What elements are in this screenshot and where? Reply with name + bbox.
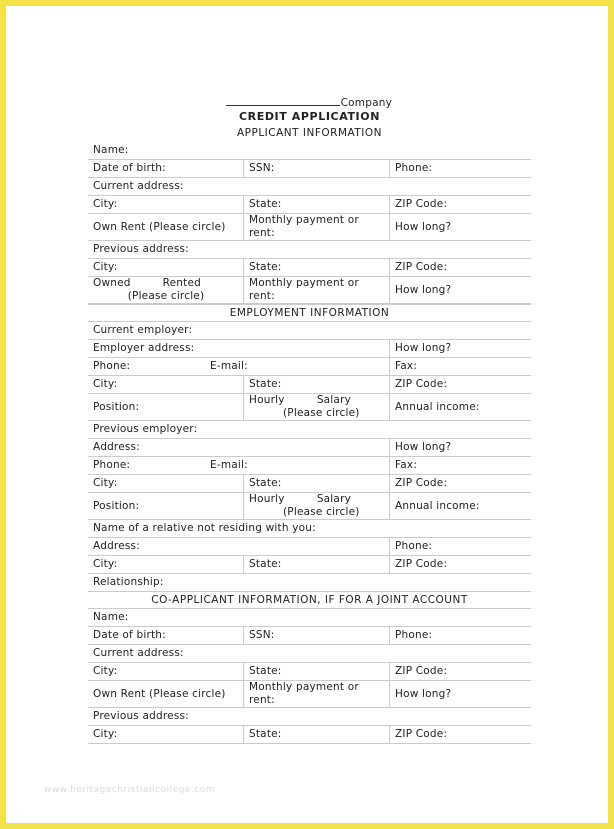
co-state-field[interactable]: State:: [244, 663, 390, 680]
row-prev-position: [88, 493, 531, 520]
company-label: Company: [340, 97, 392, 109]
state-field[interactable]: State:: [244, 196, 390, 213]
co-current-address-field[interactable]: Current address:: [93, 647, 184, 659]
co-name-field[interactable]: Name:: [93, 611, 129, 623]
row-co-city: [88, 663, 531, 681]
ssn-field[interactable]: SSN:: [244, 160, 390, 177]
employer-state-field[interactable]: State:: [244, 376, 390, 393]
row-employer-phone: [88, 358, 531, 376]
rent-label: rent:: [249, 290, 275, 302]
row-employer-city: [88, 376, 531, 394]
please-circle-label: (Please circle): [283, 506, 360, 518]
row-prev-employer-city: [88, 475, 531, 493]
co-prev-state-field[interactable]: State:: [244, 726, 390, 743]
prev-employer-state-field[interactable]: State:: [244, 475, 390, 492]
relative-zip-field[interactable]: ZIP Code:: [395, 558, 448, 570]
row-current-address: [88, 178, 531, 196]
row-co-own-rent: [88, 681, 531, 708]
co-prev-city-field[interactable]: City:: [88, 726, 244, 743]
row-co-name: [88, 609, 531, 627]
employer-address-field[interactable]: Employer address:: [88, 340, 390, 357]
row-employer-address: [88, 340, 531, 358]
owned-label: Owned: [93, 277, 131, 289]
row-co-previous-address: [88, 708, 531, 726]
current-address-field[interactable]: Current address:: [93, 180, 184, 192]
co-phone-field[interactable]: Phone:: [395, 629, 433, 641]
previous-employer-field[interactable]: Previous employer:: [93, 423, 198, 435]
salary-label: Salary: [316, 394, 351, 406]
hourly-label: Hourly: [249, 493, 285, 505]
employer-city-field[interactable]: City:: [88, 376, 244, 393]
prev-position-field[interactable]: Position:: [88, 493, 244, 519]
relative-phone-field[interactable]: Phone:: [395, 540, 433, 552]
co-own-rent-field[interactable]: Own Rent (Please circle): [88, 681, 244, 707]
prev-hourly-salary-field[interactable]: [244, 493, 390, 519]
row-relationship: [88, 574, 531, 591]
row-city: [88, 196, 531, 214]
credit-application-form: [88, 96, 531, 744]
salary-label: Salary: [316, 493, 351, 505]
owned-rented-field[interactable]: [88, 277, 244, 303]
dob-field[interactable]: Date of birth:: [88, 160, 244, 177]
rented-label: Rented: [162, 277, 201, 289]
prev-zip-field[interactable]: ZIP Code:: [395, 261, 448, 273]
co-ssn-field[interactable]: SSN:: [244, 627, 390, 644]
prev-city-field[interactable]: City:: [88, 259, 244, 276]
employer-email-field[interactable]: E-mail:: [206, 358, 390, 375]
relationship-field[interactable]: Relationship:: [93, 576, 164, 588]
row-co-prev-city: [88, 726, 531, 744]
row-co-current-address: [88, 645, 531, 663]
co-monthly-payment-field[interactable]: [244, 681, 390, 707]
zip-field[interactable]: ZIP Code:: [395, 198, 448, 210]
relative-field[interactable]: Name of a relative not residing with you:: [93, 522, 316, 534]
company-blank: [226, 96, 340, 106]
row-previous-employer: [88, 421, 531, 439]
prev-employer-how-long-field[interactable]: How long?: [395, 441, 452, 453]
row-relative: [88, 520, 531, 538]
watermark-text: www.heritagechristiancollege.com: [44, 785, 215, 795]
prev-employer-city-field[interactable]: City:: [88, 475, 244, 492]
monthly-payment-label: Monthly payment or: [249, 681, 359, 693]
monthly-payment-field[interactable]: [244, 214, 390, 240]
rent-label: rent:: [249, 694, 275, 706]
prev-employer-address-field[interactable]: Address:: [88, 439, 390, 456]
section-applicant: APPLICANT INFORMATION: [236, 127, 383, 139]
annual-income-field[interactable]: Annual income:: [395, 401, 480, 413]
previous-address-field[interactable]: Previous address:: [93, 243, 189, 255]
prev-employer-email-field[interactable]: E-mail:: [206, 457, 390, 474]
prev-monthly-payment-field[interactable]: [244, 277, 390, 303]
employer-how-long-field[interactable]: How long?: [395, 342, 452, 354]
rent-label: rent:: [249, 227, 275, 239]
co-dob-field[interactable]: Date of birth:: [88, 627, 244, 644]
row-previous-address: [88, 241, 531, 259]
current-employer-field[interactable]: Current employer:: [93, 324, 193, 336]
please-circle-label: (Please circle): [283, 407, 360, 419]
prev-employer-fax-field[interactable]: Fax:: [395, 459, 418, 471]
hourly-salary-field[interactable]: [244, 394, 390, 420]
prev-annual-income-field[interactable]: Annual income:: [395, 500, 480, 512]
row-prev-city: [88, 259, 531, 277]
row-own-rent: [88, 214, 531, 241]
co-prev-zip-field[interactable]: ZIP Code:: [395, 728, 448, 740]
employer-zip-field[interactable]: ZIP Code:: [395, 378, 448, 390]
section-employment: EMPLOYMENT INFORMATION: [88, 304, 531, 322]
co-zip-field[interactable]: ZIP Code:: [395, 665, 448, 677]
section-coapplicant: CO-APPLICANT INFORMATION, IF FOR A JOINT ACCOUNT: [88, 591, 531, 609]
phone-field[interactable]: Phone:: [395, 162, 433, 174]
monthly-payment-label: Monthly payment or: [249, 214, 359, 226]
how-long-field[interactable]: How long?: [395, 221, 452, 233]
prev-how-long-field[interactable]: How long?: [395, 284, 452, 296]
prev-state-field[interactable]: State:: [244, 259, 390, 276]
employer-fax-field[interactable]: Fax:: [395, 360, 418, 372]
row-relative-city: [88, 556, 531, 574]
employer-phone-field[interactable]: Phone:: [93, 360, 131, 372]
city-field[interactable]: City:: [88, 196, 244, 213]
relative-state-field[interactable]: State:: [244, 556, 390, 573]
own-rent-field[interactable]: Own Rent (Please circle): [88, 214, 244, 240]
co-city-field[interactable]: City:: [88, 663, 244, 680]
relative-city-field[interactable]: City:: [88, 556, 244, 573]
company-line: [88, 96, 531, 109]
hourly-label: Hourly: [249, 394, 285, 406]
row-owned-rented: [88, 277, 531, 304]
position-field[interactable]: Position:: [88, 394, 244, 420]
row-dob: [88, 160, 531, 178]
please-circle-label: (Please circle): [127, 290, 205, 302]
row-position: [88, 394, 531, 421]
monthly-payment-label: Monthly payment or: [249, 277, 359, 289]
prev-employer-phone-field[interactable]: Phone:: [93, 459, 131, 471]
prev-employer-zip-field[interactable]: ZIP Code:: [395, 477, 448, 489]
row-name: [88, 142, 531, 160]
row-prev-employer-phone: [88, 457, 531, 475]
co-previous-address-field[interactable]: Previous address:: [93, 710, 189, 722]
row-relative-address: [88, 538, 531, 556]
row-prev-employer-address: [88, 439, 531, 457]
row-current-employer: [88, 322, 531, 340]
row-co-dob: [88, 627, 531, 645]
relative-address-field[interactable]: Address:: [88, 538, 390, 555]
co-how-long-field[interactable]: How long?: [395, 688, 452, 700]
name-field[interactable]: Name:: [93, 144, 129, 156]
form-title: CREDIT APPLICATION: [238, 110, 381, 123]
document-page: [6, 6, 608, 823]
